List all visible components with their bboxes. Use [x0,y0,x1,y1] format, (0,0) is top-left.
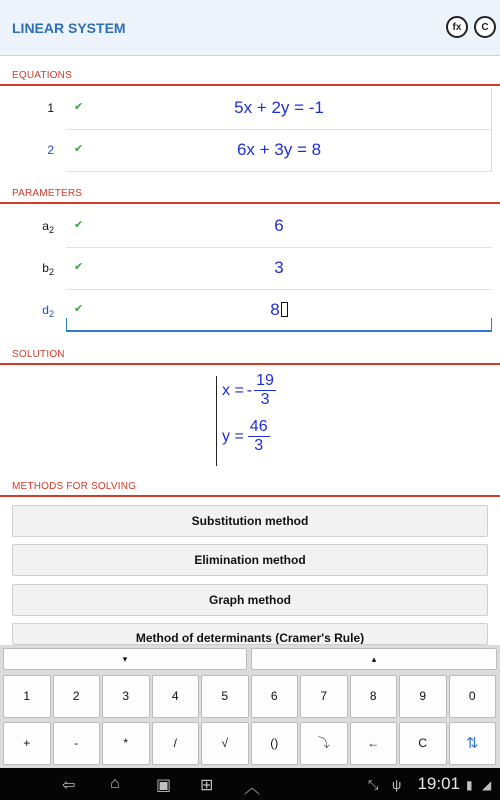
operator-key-7[interactable]: ← [350,722,398,765]
parameter-label: $d_2$ [42,303,54,319]
solution-x-fraction [254,372,276,409]
active-field-underline [66,330,492,332]
digit-key-2[interactable]: 3 [102,675,150,718]
math-keyboard [0,645,500,768]
parameter-value[interactable]: 6 [274,216,284,235]
equation-number: 1 [47,101,54,115]
system-nav-bar [0,768,500,800]
parameter-row-a2[interactable] [0,206,500,248]
digit-key-0[interactable]: 1 [3,675,51,718]
digit-key-5[interactable]: 6 [251,675,299,718]
parameter-row-b2[interactable] [0,248,500,290]
row-border [491,88,492,130]
solution-y-fraction [248,418,270,455]
active-field-tick-left [66,318,67,332]
operator-key-5[interactable]: () [251,722,299,765]
parameter-label: $b_2$ [42,261,54,277]
solution-x-denominator: 3 [260,391,270,408]
row-divider [66,171,492,172]
signal-icon: ◢ [482,778,492,792]
solution-y [222,418,270,455]
resize-icon: ⤡ [368,777,379,792]
methods-header-label: METHODS FOR SOLVING [12,481,137,492]
equation-row-2[interactable] [0,130,500,172]
solution-panel [0,368,500,468]
recent-apps-icon[interactable]: ▣ [156,777,172,794]
clear-button[interactable]: C [474,16,496,38]
solution-y-numerator: 46 [249,418,268,435]
check-icon: ✔ [74,101,84,113]
elimination-method-button[interactable]: Elimination method [12,544,488,576]
operator-key-6[interactable]: ⤵ [300,722,348,765]
digit-key-4[interactable]: 5 [201,675,249,718]
digit-key-6[interactable]: 7 [300,675,348,718]
solution-y-denominator: 3 [254,437,264,454]
methods-header [0,475,500,497]
solution-x [222,372,276,409]
check-icon: ✔ [74,143,84,155]
scroll-down-key[interactable]: ▾ [3,648,247,670]
graph-method-button[interactable]: Graph method [12,584,488,616]
parameter-label: $a_2$ [42,219,54,235]
operator-key-3[interactable]: / [152,722,200,765]
row-border [491,130,492,172]
clock: 19:01 [417,774,460,793]
parameters-header [0,182,500,204]
text-cursor [281,302,288,317]
check-icon: ✔ [74,303,84,315]
equations-header [0,64,500,86]
parameter-value-active[interactable]: 8 [66,300,492,320]
back-icon[interactable]: ⇦ [62,777,76,794]
digit-key-3[interactable]: 4 [152,675,200,718]
parameter-value[interactable]: 3 [274,258,284,277]
screenshot-icon[interactable]: ⊞ [200,777,214,794]
solution-y-var: y = [222,427,244,445]
solution-x-var: x = [222,381,244,399]
equation-row-1[interactable] [0,88,500,130]
equations-header-label: EQUATIONS [12,70,72,81]
digit-key-7[interactable]: 8 [350,675,398,718]
operator-key-4[interactable]: √ [201,722,249,765]
digit-key-8[interactable]: 9 [399,675,447,718]
equation-value[interactable]: 6x + 3y = 8 [236,140,322,159]
equation-value[interactable]: 5x + 2y = -1 [234,98,324,117]
system-brace [216,376,217,466]
parameters-header-label: PARAMETERS [12,188,83,199]
home-icon[interactable]: ⌂ [110,775,120,792]
operator-key-0[interactable]: + [3,722,51,765]
operator-key-9[interactable]: ⇅ [449,722,497,765]
solution-x-numerator: 19 [256,372,274,389]
solution-header-label: SOLUTION [12,349,65,360]
cramers-rule-method-button[interactable]: Method of determinants (Cramer's Rule) [12,623,488,645]
app-title: LINEAR SYSTEM [12,20,126,36]
scroll-up-key[interactable]: ▴ [251,648,497,670]
digit-key-1[interactable]: 2 [53,675,101,718]
substitution-method-button[interactable]: Substitution method [12,505,488,537]
fx-button[interactable]: fx [446,16,468,38]
parameter-row-d2[interactable] [0,290,500,332]
battery-icon: ▮ [466,778,473,792]
operator-key-1[interactable]: - [53,722,101,765]
operator-key-2[interactable]: * [102,722,150,765]
check-icon: ✔ [74,261,84,273]
check-icon: ✔ [74,219,84,231]
solution-x-sign: - [246,381,253,399]
menu-up-icon[interactable]: ︿ [244,780,261,797]
solution-header [0,343,500,365]
equation-number: 2 [47,143,54,157]
operator-key-8[interactable]: C [399,722,447,765]
app-bar [0,0,500,56]
usb-icon: ψ [392,777,402,792]
active-field-tick-right [491,318,492,332]
digit-key-9[interactable]: 0 [449,675,497,718]
